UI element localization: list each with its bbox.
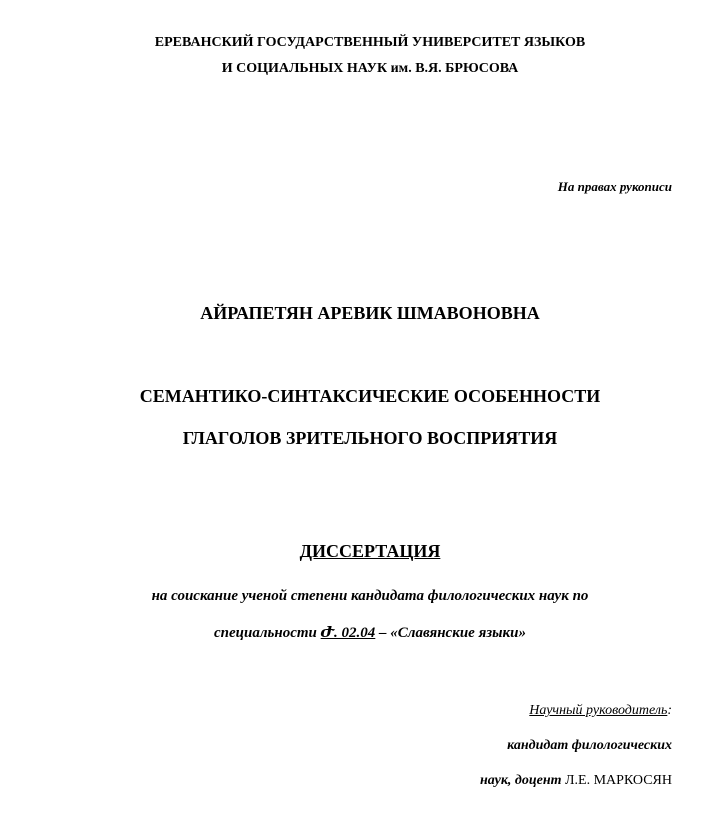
degree-line-2: [0, 626, 704, 641]
supervisor-label-line: [529, 704, 672, 718]
university-name-line-1: ЕРЕВАНСКИЙ ГОСУДАРСТВЕННЫЙ УНИВЕРСИТЕТ ЯЗЫКОВ: [154, 35, 586, 50]
dissertation-title-line-1: СЕМАНТИКО-СИНТАКСИЧЕСКИЕ ОСОБЕННОСТИ: [139, 386, 601, 406]
dissertation-title-line-2: ГЛАГОЛОВ ЗРИТЕЛЬНОГО ВОСПРИЯТИЯ: [182, 428, 558, 448]
specialty-code: Ժ. 02.04: [320, 625, 376, 641]
supervisor-title-line: [480, 774, 672, 788]
supervisor-label: Научный руководитель: [529, 703, 668, 718]
manuscript-note: На правах рукописи: [557, 179, 672, 194]
degree-line-1: на соискание ученой степени кандидата филологических наук по: [151, 588, 589, 604]
supervisor-label-colon: :: [667, 703, 672, 718]
supervisor-degree: кандидат филологических: [507, 738, 672, 753]
author-name: АЙРАПЕТЯН АРЕВИК ШМАВОНОВНА: [200, 303, 540, 323]
supervisor-name: Л.Е. МАРКОСЯН: [565, 773, 672, 788]
degree-specialty-prefix: специальности: [214, 625, 321, 641]
university-name-line-2: И СОЦИАЛЬНЫХ НАУК им. В.Я. БРЮСОВА: [221, 61, 519, 76]
document-type: ДИССЕРТАЦИЯ: [299, 541, 441, 561]
specialty-name: – «Славянские языки»: [375, 625, 526, 641]
supervisor-rank: наук, доцент: [480, 773, 566, 788]
